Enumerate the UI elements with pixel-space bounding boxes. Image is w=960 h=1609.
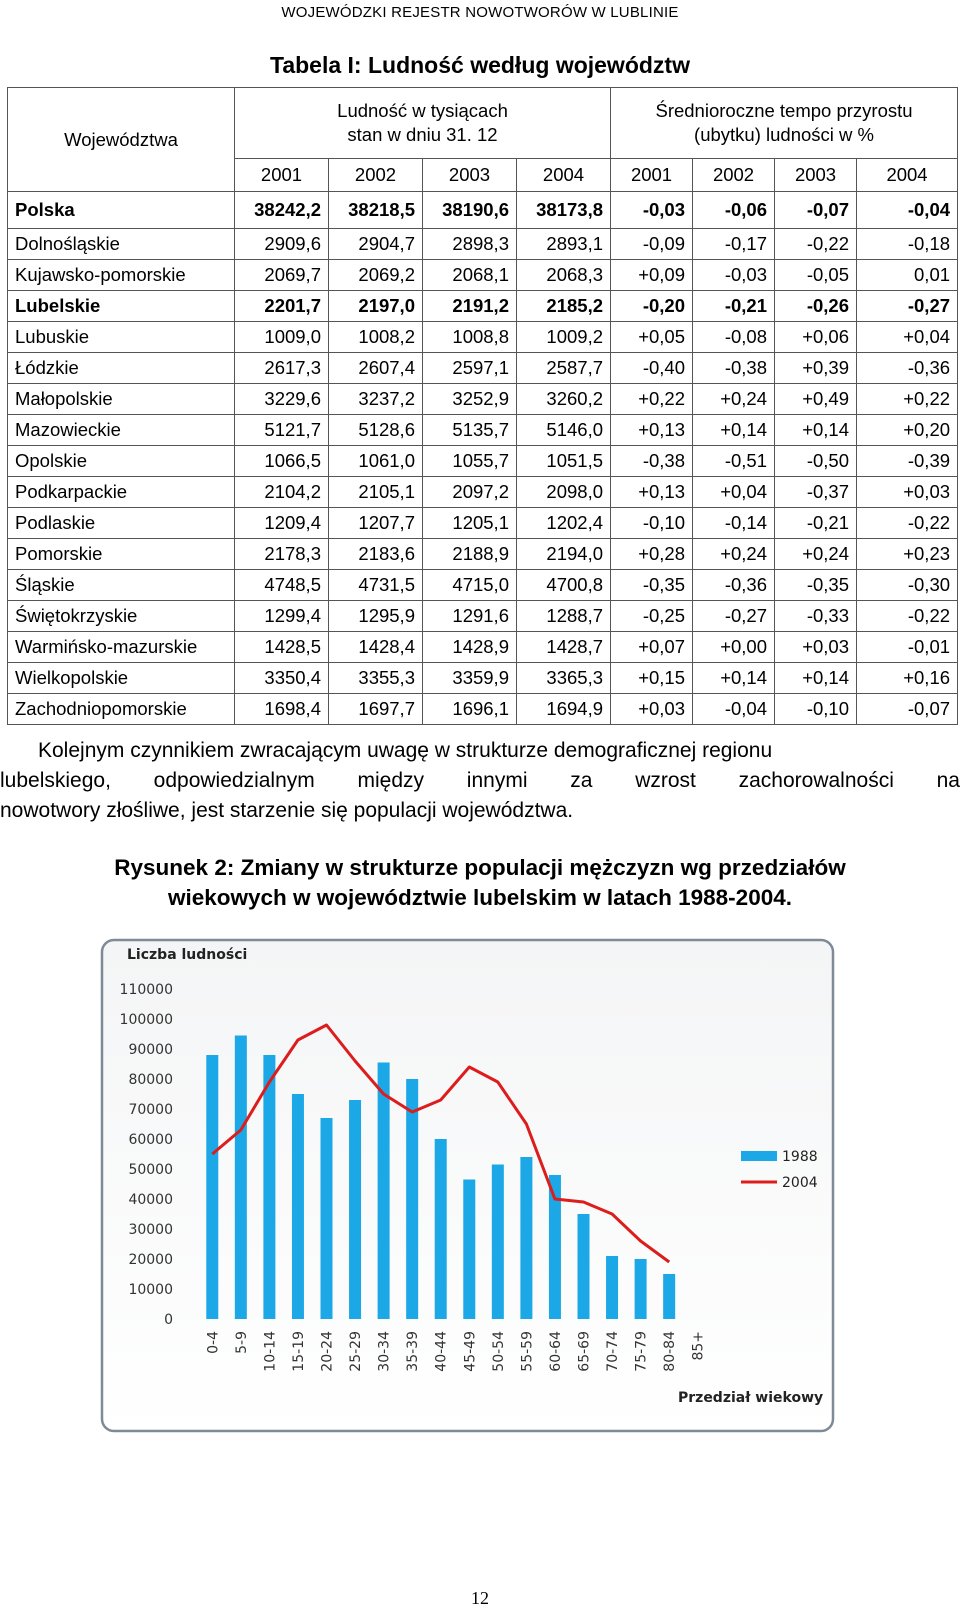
population-cell: 4731,5	[329, 570, 423, 601]
population-cell: 1428,4	[329, 632, 423, 663]
region-name: Pomorskie	[8, 539, 235, 570]
population-cell: 1295,9	[329, 601, 423, 632]
bar-1988	[463, 1180, 475, 1320]
population-cell: 1694,9	[517, 694, 611, 725]
growth-cell: +0,03	[611, 694, 693, 725]
table-row	[8, 663, 958, 694]
growth-cell: +0,04	[857, 322, 958, 353]
table-row	[8, 570, 958, 601]
growth-cell: -0,27	[857, 291, 958, 322]
population-cell: 3237,2	[329, 384, 423, 415]
table-row	[8, 477, 958, 508]
bar-1988	[235, 1036, 247, 1320]
table-title: Tabela I: Ludność według województw	[270, 52, 690, 78]
growth-cell: -0,22	[775, 229, 857, 260]
growth-cell: +0,14	[775, 663, 857, 694]
x-tick-label: 40-44	[433, 1331, 450, 1372]
growth-cell: -0,21	[775, 508, 857, 539]
growth-cell: -0,18	[857, 229, 958, 260]
population-header-line: Ludność w tysiącach	[337, 100, 508, 121]
growth-cell: -0,35	[611, 570, 693, 601]
growth-cell: -0,38	[611, 446, 693, 477]
bar-1988	[263, 1055, 275, 1319]
growth-cell: +0,04	[693, 477, 775, 508]
population-cell: 2104,2	[235, 477, 329, 508]
x-tick-label: 5-9	[233, 1331, 250, 1354]
table-row	[8, 192, 958, 229]
growth-cell: -0,30	[857, 570, 958, 601]
legend-label-2004: 2004	[782, 1175, 818, 1191]
y-tick-label: 30000	[128, 1222, 173, 1238]
population-cell: 1291,6	[423, 601, 517, 632]
population-cell: 38218,5	[329, 192, 423, 229]
growth-cell: +0,20	[857, 415, 958, 446]
growth-cell: +0,05	[611, 322, 693, 353]
x-tick-label: 65-69	[576, 1331, 593, 1372]
population-cell: 2597,1	[423, 353, 517, 384]
region-name: Śląskie	[8, 570, 235, 601]
figure-title-line: wiekowych w województwie lubelskim w latach 1988-2004.	[168, 885, 792, 910]
growth-cell: 0,01	[857, 260, 958, 291]
growth-cell: -0,35	[775, 570, 857, 601]
bar-1988	[378, 1063, 390, 1320]
growth-cell: -0,22	[857, 601, 958, 632]
table-row	[8, 539, 958, 570]
growth-cell: -0,40	[611, 353, 693, 384]
population-cell: 3359,9	[423, 663, 517, 694]
bar-1988	[435, 1139, 447, 1319]
growth-cell: -0,21	[693, 291, 775, 322]
column-header-year: 2001	[235, 159, 329, 192]
x-tick-label: 80-84	[662, 1331, 679, 1372]
region-name: Małopolskie	[8, 384, 235, 415]
population-cell: 3350,4	[235, 663, 329, 694]
population-table	[7, 87, 958, 725]
population-cell: 1428,5	[235, 632, 329, 663]
growth-cell: -0,10	[775, 694, 857, 725]
growth-cell: +0,13	[611, 477, 693, 508]
y-axis-title: Liczba ludności	[127, 947, 248, 963]
growth-cell: -0,36	[693, 570, 775, 601]
population-cell: 2188,9	[423, 539, 517, 570]
population-cell: 3252,9	[423, 384, 517, 415]
growth-cell: +0,28	[611, 539, 693, 570]
population-cell: 1055,7	[423, 446, 517, 477]
growth-cell: +0,06	[775, 322, 857, 353]
population-cell: 2909,6	[235, 229, 329, 260]
document-header: WOJEWÓDZKI REJESTR NOWOTWORÓW W LUBLINIE	[281, 4, 679, 21]
column-header-year: 2004	[857, 159, 958, 192]
growth-cell: +0,15	[611, 663, 693, 694]
population-cell: 5121,7	[235, 415, 329, 446]
region-name: Podlaskie	[8, 508, 235, 539]
column-header-year: 2003	[775, 159, 857, 192]
growth-cell: -0,17	[693, 229, 775, 260]
chart-svg	[100, 938, 854, 1433]
population-cell: 1202,4	[517, 508, 611, 539]
paragraph-line: nowotwory złośliwe, jest starzenie się populacji województwa.	[0, 799, 574, 822]
y-tick-label: 90000	[128, 1042, 173, 1058]
population-cell: 2607,4	[329, 353, 423, 384]
growth-cell: -0,33	[775, 601, 857, 632]
y-tick-label: 0	[164, 1312, 173, 1328]
column-header-year: 2002	[693, 159, 775, 192]
bar-1988	[520, 1157, 532, 1319]
y-tick-label: 80000	[128, 1072, 173, 1088]
y-tick-label: 70000	[128, 1102, 173, 1118]
population-cell: 1061,0	[329, 446, 423, 477]
population-cell: 2068,3	[517, 260, 611, 291]
column-group-population	[235, 88, 611, 159]
population-cell: 38190,6	[423, 192, 517, 229]
growth-cell: +0,23	[857, 539, 958, 570]
population-cell: 3260,2	[517, 384, 611, 415]
growth-cell: +0,39	[775, 353, 857, 384]
table-row	[8, 353, 958, 384]
y-tick-label: 60000	[128, 1132, 173, 1148]
growth-cell: +0,22	[857, 384, 958, 415]
x-axis-title: Przedział wiekowy	[678, 1390, 824, 1406]
population-cell: 1008,8	[423, 322, 517, 353]
growth-cell: +0,09	[611, 260, 693, 291]
x-tick-label: 20-24	[319, 1331, 336, 1372]
population-cell: 3365,3	[517, 663, 611, 694]
growth-cell: +0,13	[611, 415, 693, 446]
column-header-year: 2001	[611, 159, 693, 192]
growth-cell: -0,38	[693, 353, 775, 384]
growth-cell: -0,27	[693, 601, 775, 632]
bar-1988	[635, 1259, 647, 1319]
region-name: Wielkopolskie	[8, 663, 235, 694]
growth-cell: -0,03	[693, 260, 775, 291]
growth-cell: -0,09	[611, 229, 693, 260]
population-cell: 5128,6	[329, 415, 423, 446]
bar-1988	[292, 1094, 304, 1319]
population-cell: 1009,2	[517, 322, 611, 353]
column-header-year: 2004	[517, 159, 611, 192]
population-cell: 2183,6	[329, 539, 423, 570]
table-row	[8, 632, 958, 663]
population-cell: 1698,4	[235, 694, 329, 725]
bar-1988	[578, 1214, 590, 1319]
population-cell: 2587,7	[517, 353, 611, 384]
growth-header-line: (ubytku) ludności w %	[694, 124, 874, 145]
growth-cell: +0,49	[775, 384, 857, 415]
growth-cell: -0,10	[611, 508, 693, 539]
growth-cell: +0,14	[693, 415, 775, 446]
growth-cell: -0,22	[857, 508, 958, 539]
table-row	[8, 415, 958, 446]
population-cell: 2617,3	[235, 353, 329, 384]
population-cell: 1697,7	[329, 694, 423, 725]
region-name: Opolskie	[8, 446, 235, 477]
population-cell: 38173,8	[517, 192, 611, 229]
x-tick-label: 85+	[690, 1331, 707, 1361]
region-name: Łódzkie	[8, 353, 235, 384]
growth-cell: -0,37	[775, 477, 857, 508]
x-tick-label: 30-34	[376, 1331, 393, 1372]
growth-cell: -0,50	[775, 446, 857, 477]
region-name: Podkarpackie	[8, 477, 235, 508]
population-header-line: stan w dniu 31. 12	[347, 124, 498, 145]
growth-cell: +0,07	[611, 632, 693, 663]
population-cell: 5135,7	[423, 415, 517, 446]
growth-cell: -0,03	[611, 192, 693, 229]
column-group-growth	[611, 88, 958, 159]
population-cell: 2194,0	[517, 539, 611, 570]
growth-cell: -0,51	[693, 446, 775, 477]
population-cell: 2893,1	[517, 229, 611, 260]
bar-1988	[492, 1165, 504, 1320]
region-name: Mazowieckie	[8, 415, 235, 446]
paragraph-line: Kolejnym czynnikiem zwracającym uwagę w strukturze demograficznej regionu	[38, 739, 773, 762]
population-cell: 3229,6	[235, 384, 329, 415]
growth-cell: -0,07	[857, 694, 958, 725]
x-tick-label: 45-49	[462, 1331, 479, 1372]
population-cell: 4700,8	[517, 570, 611, 601]
region-name: Zachodniopomorskie	[8, 694, 235, 725]
population-cell: 1051,5	[517, 446, 611, 477]
population-cell: 2197,0	[329, 291, 423, 322]
growth-cell: -0,05	[775, 260, 857, 291]
population-cell: 3355,3	[329, 663, 423, 694]
growth-cell: -0,26	[775, 291, 857, 322]
x-tick-label: 50-54	[490, 1331, 507, 1372]
growth-cell: -0,08	[693, 322, 775, 353]
growth-cell: +0,24	[693, 384, 775, 415]
y-tick-label: 40000	[128, 1192, 173, 1208]
x-tick-label: 70-74	[605, 1331, 622, 1372]
population-cell: 1299,4	[235, 601, 329, 632]
population-cell: 1008,2	[329, 322, 423, 353]
growth-cell: +0,03	[775, 632, 857, 663]
population-cell: 2097,2	[423, 477, 517, 508]
population-cell: 2898,3	[423, 229, 517, 260]
bar-1988	[606, 1256, 618, 1319]
population-cell: 1696,1	[423, 694, 517, 725]
x-tick-label: 55-59	[519, 1331, 536, 1372]
region-name: Polska	[8, 192, 235, 229]
table-row	[8, 229, 958, 260]
growth-cell: -0,25	[611, 601, 693, 632]
column-header-region: Województwa	[8, 88, 235, 192]
population-cell: 2178,3	[235, 539, 329, 570]
population-cell: 2105,1	[329, 477, 423, 508]
growth-cell: -0,04	[857, 192, 958, 229]
population-cell: 2069,7	[235, 260, 329, 291]
growth-cell: -0,07	[775, 192, 857, 229]
y-tick-label: 110000	[119, 982, 173, 998]
growth-cell: +0,24	[775, 539, 857, 570]
growth-cell: +0,00	[693, 632, 775, 663]
bar-1988	[406, 1079, 418, 1319]
region-name: Lubuskie	[8, 322, 235, 353]
y-tick-label: 100000	[119, 1012, 173, 1028]
growth-cell: -0,20	[611, 291, 693, 322]
x-tick-label: 35-39	[405, 1331, 422, 1372]
x-tick-label: 10-14	[262, 1331, 279, 1372]
population-cell: 2068,1	[423, 260, 517, 291]
bar-1988	[206, 1055, 218, 1319]
growth-cell: -0,14	[693, 508, 775, 539]
region-name: Warmińsko-mazurskie	[8, 632, 235, 663]
bar-1988	[321, 1118, 333, 1319]
x-tick-label: 25-29	[348, 1331, 365, 1372]
growth-cell: -0,06	[693, 192, 775, 229]
legend-swatch-1988	[741, 1151, 777, 1161]
x-tick-label: 15-19	[290, 1331, 307, 1372]
page-number: 12	[471, 1588, 489, 1608]
growth-cell: +0,16	[857, 663, 958, 694]
paragraph-line: lubelskiego, odpowiedzialnym między innymi za wzrost zachorowalności na	[0, 769, 960, 792]
population-cell: 2904,7	[329, 229, 423, 260]
population-cell: 2098,0	[517, 477, 611, 508]
population-chart	[100, 938, 854, 1433]
population-cell: 2191,2	[423, 291, 517, 322]
population-cell: 4748,5	[235, 570, 329, 601]
column-header-year: 2003	[423, 159, 517, 192]
growth-cell: -0,39	[857, 446, 958, 477]
bar-1988	[663, 1274, 675, 1319]
bar-1988	[349, 1100, 361, 1319]
table-row	[8, 601, 958, 632]
growth-cell: +0,03	[857, 477, 958, 508]
population-cell: 5146,0	[517, 415, 611, 446]
population-cell: 2201,7	[235, 291, 329, 322]
growth-cell: -0,04	[693, 694, 775, 725]
growth-cell: -0,01	[857, 632, 958, 663]
table-row	[8, 291, 958, 322]
population-cell: 1428,7	[517, 632, 611, 663]
population-cell: 1066,5	[235, 446, 329, 477]
body-paragraph	[0, 736, 960, 826]
figure-title	[0, 853, 960, 913]
growth-cell: +0,14	[775, 415, 857, 446]
population-cell: 2185,2	[517, 291, 611, 322]
region-name: Dolnośląskie	[8, 229, 235, 260]
table-row	[8, 508, 958, 539]
growth-cell: +0,22	[611, 384, 693, 415]
column-header-year: 2002	[329, 159, 423, 192]
x-tick-label: 60-64	[547, 1331, 564, 1372]
y-tick-label: 20000	[128, 1252, 173, 1268]
population-cell: 38242,2	[235, 192, 329, 229]
table-row	[8, 260, 958, 291]
population-cell: 1205,1	[423, 508, 517, 539]
population-cell: 1207,7	[329, 508, 423, 539]
x-tick-label: 75-79	[633, 1331, 650, 1372]
x-tick-label: 0-4	[205, 1331, 222, 1354]
population-cell: 1009,0	[235, 322, 329, 353]
table-row	[8, 322, 958, 353]
legend-label-1988: 1988	[782, 1149, 818, 1165]
y-tick-label: 50000	[128, 1162, 173, 1178]
growth-cell: +0,14	[693, 663, 775, 694]
region-name: Lubelskie	[8, 291, 235, 322]
y-tick-label: 10000	[128, 1282, 173, 1298]
population-cell: 1288,7	[517, 601, 611, 632]
growth-header-line: Średnioroczne tempo przyrostu	[655, 100, 913, 121]
population-cell: 4715,0	[423, 570, 517, 601]
growth-cell: +0,24	[693, 539, 775, 570]
population-cell: 1428,9	[423, 632, 517, 663]
region-name: Świętokrzyskie	[8, 601, 235, 632]
population-cell: 1209,4	[235, 508, 329, 539]
population-cell: 2069,2	[329, 260, 423, 291]
table-row	[8, 694, 958, 725]
region-name: Kujawsko-pomorskie	[8, 260, 235, 291]
table-row	[8, 384, 958, 415]
growth-cell: -0,36	[857, 353, 958, 384]
figure-title-line: Rysunek 2: Zmiany w strukturze populacji mężczyzn wg przedziałów	[114, 855, 846, 880]
table-row	[8, 446, 958, 477]
